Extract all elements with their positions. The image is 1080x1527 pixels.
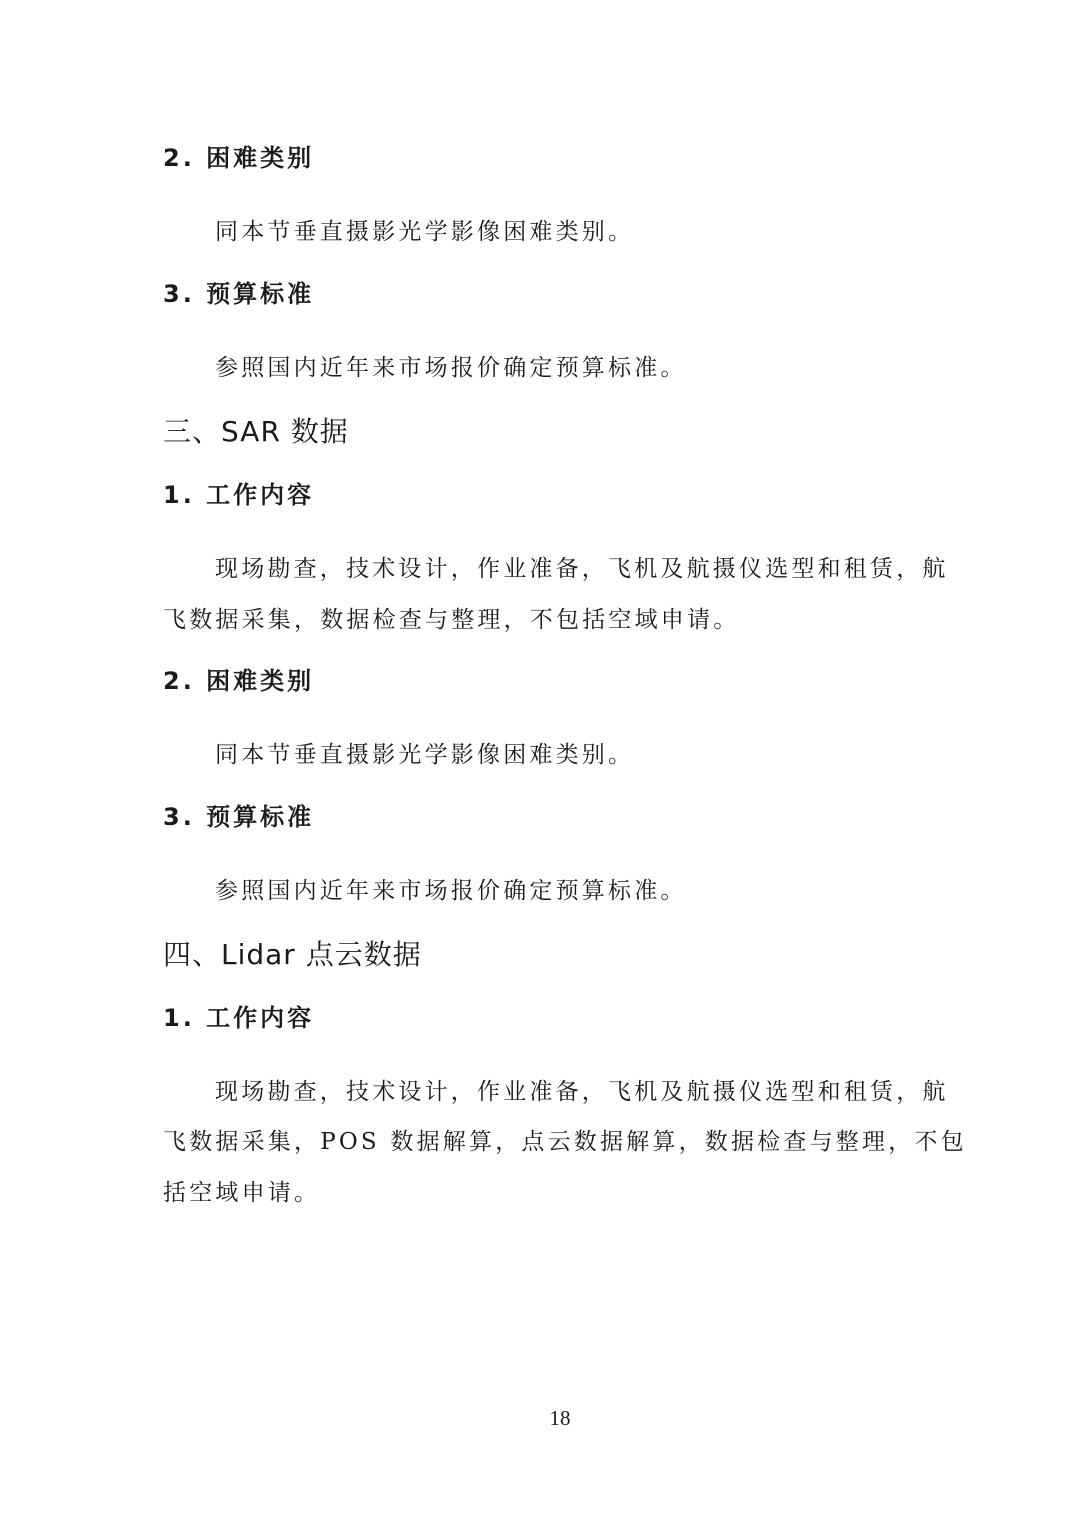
paragraph-line: 现场勘查，技术设计，作业准备，飞机及航摄仪选型和租赁，航 bbox=[215, 556, 949, 582]
section-heading: 1. 工作内容 bbox=[163, 481, 315, 509]
section-heading: 2. 困难类别 bbox=[163, 667, 315, 695]
paragraph-line: 参照国内近年来市场报价确定预算标准。 bbox=[215, 355, 687, 381]
section-heading: 3. 预算标准 bbox=[163, 803, 315, 831]
paragraph-line: 括空域申请。 bbox=[163, 1180, 321, 1206]
page-number: 18 bbox=[549, 1406, 571, 1430]
paragraph-line: 同本节垂直摄影光学影像困难类别。 bbox=[215, 219, 635, 245]
chapter-title: 三、SAR 数据 bbox=[163, 415, 349, 448]
paragraph-line: 现场勘查，技术设计，作业准备，飞机及航摄仪选型和租赁，航 bbox=[215, 1079, 949, 1105]
section-heading: 2. 困难类别 bbox=[163, 144, 315, 172]
paragraph-line: 飞数据采集，数据检查与整理，不包括空域申请。 bbox=[163, 607, 740, 633]
chapter-title: 四、Lidar 点云数据 bbox=[163, 938, 422, 971]
paragraph-line: 飞数据采集，POS 数据解算，点云数据解算，数据检查与整理，不包 bbox=[163, 1129, 967, 1155]
section-heading: 3. 预算标准 bbox=[163, 280, 315, 308]
paragraph-line: 同本节垂直摄影光学影像困难类别。 bbox=[215, 742, 635, 768]
paragraph-line: 参照国内近年来市场报价确定预算标准。 bbox=[215, 878, 687, 904]
section-heading: 1. 工作内容 bbox=[163, 1004, 315, 1032]
